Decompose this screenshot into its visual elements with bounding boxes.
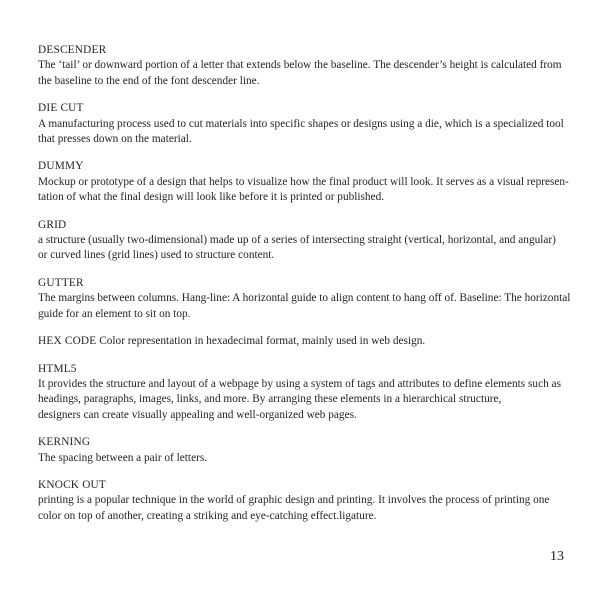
glossary-term: GUTTER bbox=[38, 276, 84, 289]
definition-line: The spacing between a pair of letters. bbox=[38, 451, 208, 464]
glossary-entry-hex-code bbox=[38, 334, 570, 349]
definition-line: printing is a popular technique in the world of graphic design and printing. It involves the process of printing one bbox=[38, 494, 550, 507]
definition-line bbox=[38, 334, 570, 349]
glossary-term: GRID bbox=[38, 218, 67, 231]
glossary-entry-knock-out bbox=[38, 478, 570, 524]
definition-line: guide for an element to sit on top. bbox=[38, 307, 191, 320]
definition-text: Color representation in hexadecimal format, mainly used in web design. bbox=[99, 335, 426, 348]
glossary-term: KERNING bbox=[38, 436, 91, 449]
glossary-entry-html5 bbox=[38, 362, 570, 424]
definition-line: The ‘tail’ or downward portion of a letter that extends below the baseline. The descender’s height is calculated from bbox=[38, 59, 562, 72]
glossary-page bbox=[38, 43, 570, 536]
definition-line: or curved lines (grid lines) used to structure content. bbox=[38, 249, 275, 262]
glossary-term: KNOCK OUT bbox=[38, 478, 107, 491]
definition-line: Mockup or prototype of a design that helps to visualize how the final product will look. It serves as a visual represen- bbox=[38, 175, 569, 188]
glossary-entry-descender bbox=[38, 43, 570, 89]
definition-line: the baseline to the end of the font descender line. bbox=[38, 74, 260, 87]
glossary-term: DIE CUT bbox=[38, 102, 84, 115]
glossary-entry-grid bbox=[38, 218, 570, 264]
definition-line: The margins between columns. Hang-line: A horizontal guide to align content to hang off of. Baseline: The horizontal bbox=[38, 292, 571, 305]
glossary-entry-kerning bbox=[38, 435, 570, 466]
definition-line: that presses down on the material. bbox=[38, 133, 192, 146]
glossary-entry-gutter bbox=[38, 276, 570, 322]
glossary-term: HTML5 bbox=[38, 362, 77, 375]
glossary-term: DUMMY bbox=[38, 160, 84, 173]
definition-line: headings, paragraphs, images, links, and more. By arranging these elements in a hierarchical structure, bbox=[38, 393, 502, 406]
definition-line: a structure (usually two-dimensional) made up of a series of intersecting straight (vertical, horizontal, and angular) bbox=[38, 234, 556, 247]
glossary-term: HEX CODE bbox=[38, 335, 97, 348]
glossary-entry-dummy bbox=[38, 159, 570, 205]
glossary-entry-die-cut bbox=[38, 101, 570, 147]
definition-line: A manufacturing process used to cut materials into specific shapes or designs using a die, which is a specialized tool bbox=[38, 117, 564, 130]
definition-line: tation of what the final design will look like before it is printed or published. bbox=[38, 191, 385, 204]
glossary-term: DESCENDER bbox=[38, 44, 107, 56]
definition-line: color on top of another, creating a striking and eye-catching effect.ligature. bbox=[38, 509, 377, 522]
definition-line: It provides the structure and layout of a webpage by using a system of tags and attributes to define elements such as bbox=[38, 377, 561, 390]
definition-line: designers can create visually appealing and well-organized web pages. bbox=[38, 408, 357, 421]
page-number: 13 bbox=[550, 549, 564, 564]
